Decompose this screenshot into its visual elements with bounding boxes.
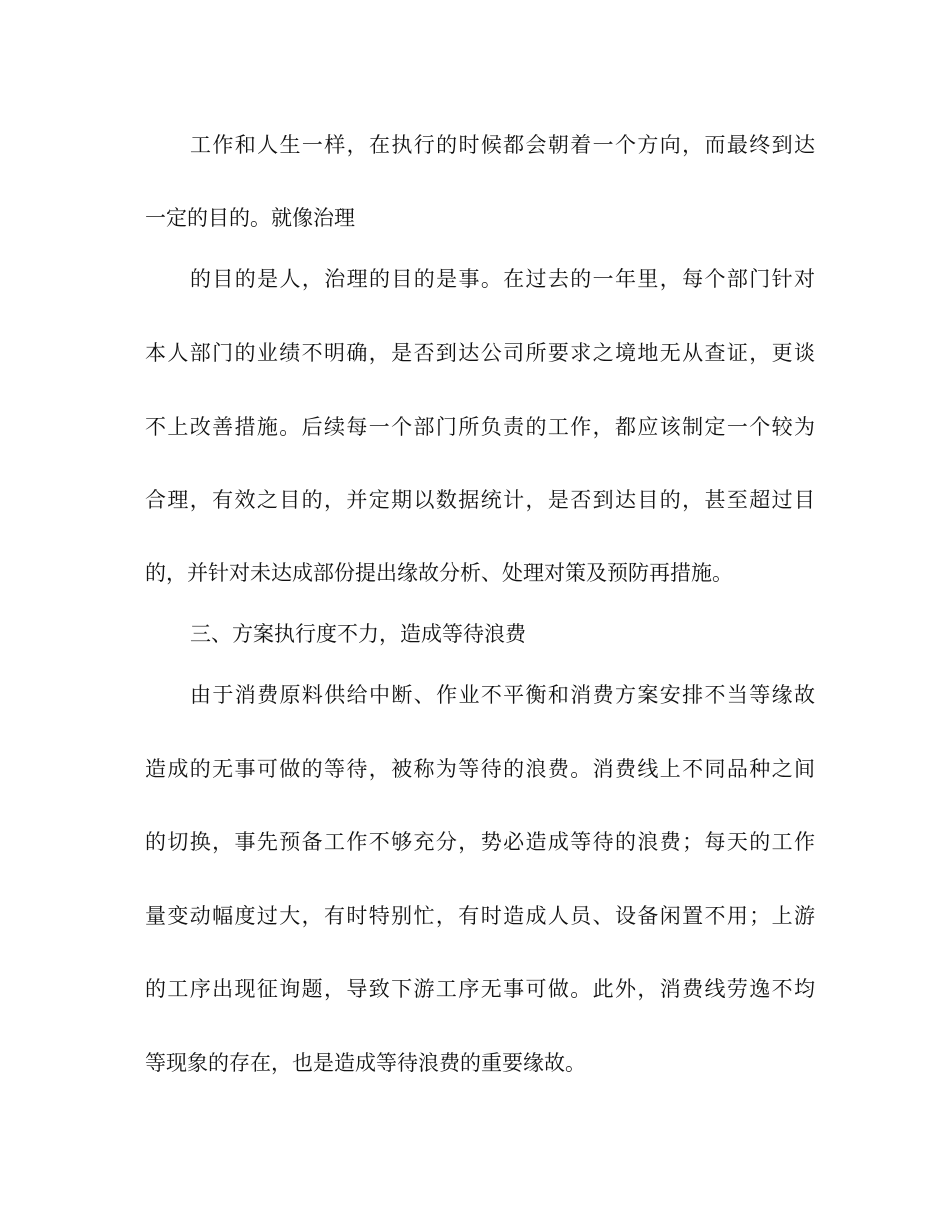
- paragraph-line: 由于消费原料供给中断、作业不平衡和消费方案安排不当等缘故: [190, 683, 815, 707]
- paragraph-line: 不上改善措施。后续每一个部门所负责的工作，都应该制定一个较为: [145, 415, 815, 439]
- paragraph-line: 的目的是人，治理的目的是事。在过去的一年里，每个部门针对: [190, 267, 815, 291]
- paragraph-line: 工作和人生一样，在执行的时候都会朝着一个方向，而最终到达: [190, 133, 815, 157]
- paragraph-line: 合理，有效之目的，并定期以数据统计，是否到达目的，甚至超过目: [145, 488, 815, 512]
- paragraph-line: 一定的目的。就像治理: [145, 206, 355, 230]
- paragraph-line: 的工序出现征询题，导致下游工序无事可做。此外，消费线劳逸不均: [145, 977, 815, 1001]
- paragraph-line: 的，并针对未达成部份提出缘故分析、处理对策及预防再措施。: [145, 561, 733, 585]
- paragraph-line: 的切换，事先预备工作不够充分，势必造成等待的浪费；每天的工作: [145, 830, 815, 854]
- paragraph-line: 造成的无事可做的等待，被称为等待的浪费。消费线上不同品种之间: [145, 757, 815, 781]
- paragraph-line: 等现象的存在，也是造成等待浪费的重要缘故。: [145, 1051, 586, 1075]
- section-heading: 三、方案执行度不力，造成等待浪费: [190, 622, 526, 646]
- paragraph-line: 本人部门的业绩不明确，是否到达公司所要求之境地无从查证，更谈: [145, 341, 815, 365]
- paragraph-line: 量变动幅度过大，有时特别忙，有时造成人员、设备闲置不用；上游: [145, 904, 815, 928]
